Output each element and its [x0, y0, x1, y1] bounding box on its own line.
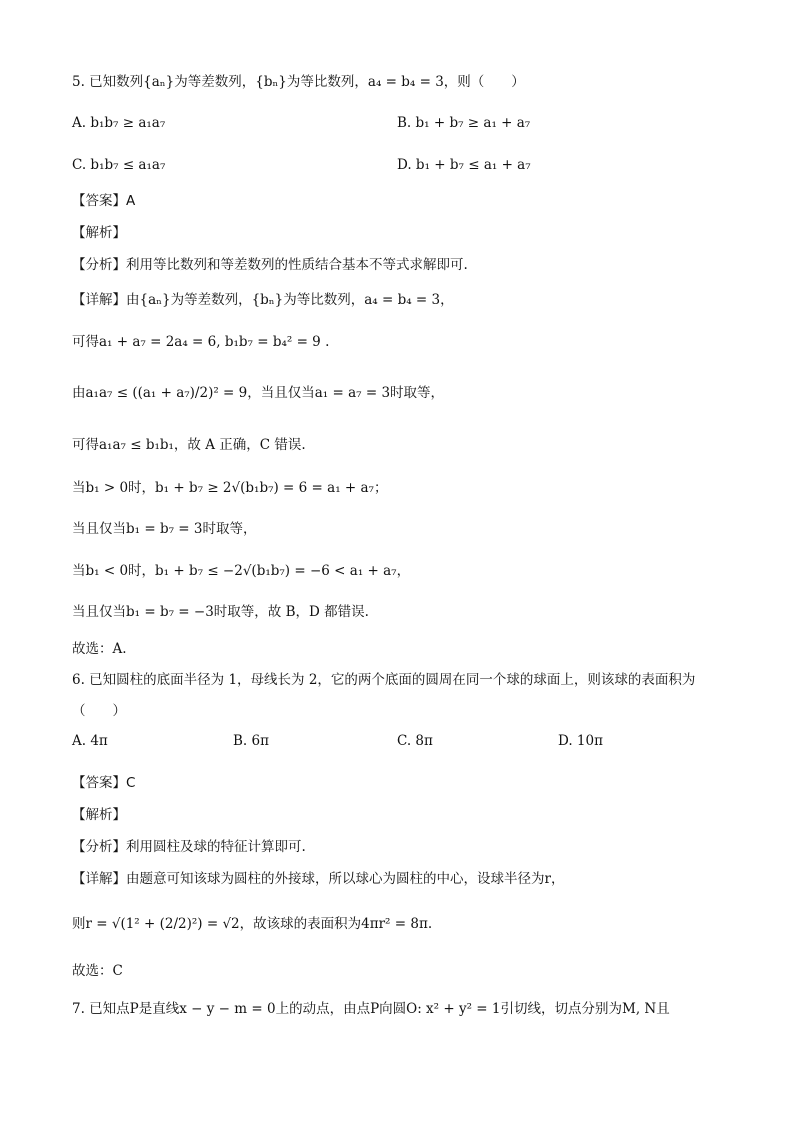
q5-step-6: 当b₁ < 0时，b₁ + b₇ ≤ −2√(b₁b₇) = −6 < a₁ + a₇，: [72, 563, 411, 579]
q5-choice: 故选：A.: [72, 641, 127, 657]
q5-step-3: 可得a₁a₇ ≤ b₁b₁，故 A 正确，C 错误.: [72, 437, 306, 453]
q6-analysis-tag: 【解析】: [72, 807, 126, 823]
q6-option-a: A. 4π: [72, 733, 108, 749]
q6-step-1: 则r = √(1² + (2/2)²) = √2，故该球的表面积为4πr² = 8π.: [72, 916, 433, 932]
q6-stem-line-1: 6. 已知圆柱的底面半径为 1，母线长为 2，它的两个底面的圆周在同一个球的球面上，则该球的表面积为: [72, 672, 696, 688]
q6-analysis: 【分析】利用圆柱及球的特征计算即可.: [72, 839, 306, 855]
q5-step-7: 当且仅当b₁ = b₇ = −3时取等，故 B，D 都错误.: [72, 604, 369, 620]
q7-stem: 7. 已知点P是直线x − y − m = 0上的动点，由点P向圆O: x² + y² = 1引切线，切点分别为M, N且: [72, 1001, 670, 1017]
q5-option-c: C. b₁b₇ ≤ a₁a₇: [72, 157, 166, 173]
q5-step-2: 由a₁a₇ ≤ ((a₁ + a₇)/2)² = 9，当且仅当a₁ = a₇ = 3时取等，: [72, 385, 445, 401]
q6-choice: 故选：C: [72, 963, 123, 979]
q6-stem-line-2: （ ）: [72, 703, 126, 719]
q5-answer: 【答案】A: [72, 193, 136, 209]
q6-answer: 【答案】C: [72, 775, 136, 791]
q5-step-5: 当且仅当b₁ = b₇ = 3时取等，: [72, 521, 257, 537]
q5-option-b: B. b₁ + b₇ ≥ a₁ + a₇: [397, 115, 531, 131]
q5-analysis: 【分析】利用等比数列和等差数列的性质结合基本不等式求解即可.: [72, 257, 468, 273]
q5-step-1: 可得a₁ + a₇ = 2a₄ = 6, b₁b₇ = b₄² = 9 .: [72, 334, 330, 350]
q6-option-c: C. 8π: [397, 733, 433, 749]
q6-option-d: D. 10π: [558, 733, 603, 749]
q5-detail: 【详解】由{aₙ}为等差数列，{bₙ}为等比数列，a₄ = b₄ = 3，: [72, 292, 454, 308]
q5-analysis-tag: 【解析】: [72, 225, 126, 241]
q5-stem: 5. 已知数列{aₙ}为等差数列，{bₙ}为等比数列，a₄ = b₄ = 3，则（ ）: [72, 74, 525, 90]
q5-option-a: A. b₁b₇ ≥ a₁a₇: [72, 115, 166, 131]
q6-detail: 【详解】由题意可知该球为圆柱的外接球，所以球心为圆柱的中心，设球半径为r，: [72, 871, 565, 887]
q6-option-b: B. 6π: [233, 733, 269, 749]
q5-step-4: 当b₁ > 0时，b₁ + b₇ ≥ 2√(b₁b₇) = 6 = a₁ + a₇；: [72, 480, 388, 496]
q5-option-d: D. b₁ + b₇ ≤ a₁ + a₇: [397, 157, 531, 173]
